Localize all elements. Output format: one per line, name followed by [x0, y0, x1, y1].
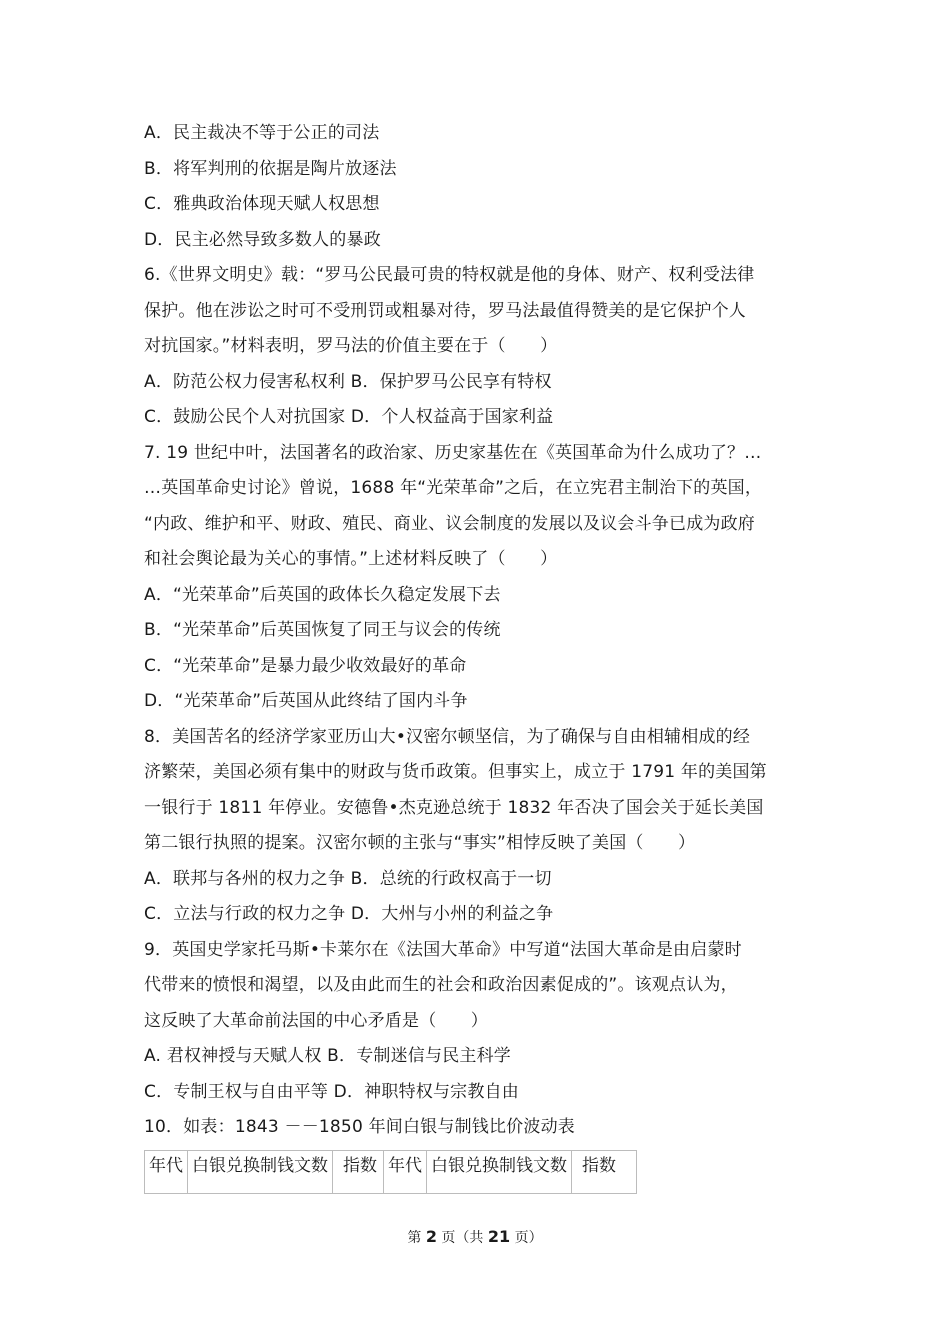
question-6-line-2: 保护。他在涉讼之时可不受刑罚或粗暴对待，罗马法最值得赞美的是它保护个人: [144, 300, 746, 321]
table-header-cell: 白银兑换制钱文数: [188, 1150, 333, 1193]
footer-total-pages: 21: [487, 1227, 511, 1246]
question-9-line-3: 这反映了大革命前法国的中心矛盾是（ ）: [144, 1010, 488, 1031]
table-header-cell: 指数: [572, 1150, 637, 1193]
option-6cd: C．鼓励公民个人对抗国家 D．个人权益高于国家利益: [144, 407, 554, 427]
option-5d: D．民主必然导致多数人的暴政: [144, 229, 381, 250]
table-header-cell: 指数: [333, 1150, 384, 1193]
footer-prefix: 第: [407, 1230, 426, 1246]
footer-page-number: 2: [425, 1227, 437, 1246]
option-9ab: A. 君权神授与天赋人权 B．专制迷信与民主科学: [144, 1046, 512, 1066]
option-5b: B．将军判刑的依据是陶片放逐法: [144, 158, 397, 179]
option-6ab: A．防范公权力侵害私权利 B．保护罗马公民享有特权: [144, 371, 552, 392]
silver-copper-ratio-table: [144, 1150, 637, 1194]
footer-suffix: 页）: [510, 1230, 543, 1246]
document-page: [144, 116, 814, 1194]
option-7a: A．“光荣革命”后英国的政体长久稳定发展下去: [144, 584, 501, 605]
question-6-line-1: 6.《世界文明史》载：“罗马公民最可贵的特权就是他的身体、财产、权利受法律: [144, 265, 755, 285]
table-header-cell: 年代: [145, 1150, 188, 1193]
option-8ab: A．联邦与各州的权力之争 B．总统的行政权高于一切: [144, 868, 552, 889]
option-9cd: C．专制王权与自由平等 D．神职特权与宗教自由: [144, 1081, 519, 1102]
question-8-line-2: 济繁荣，美国必须有集中的财政与货币政策。但事实上，成立于 1791 年的美国第: [144, 762, 767, 782]
footer-middle: 页（共: [436, 1230, 488, 1246]
question-6-line-3: 对抗国家。”材料表明，罗马法的价值主要在于（ ）: [144, 336, 558, 356]
question-7-line-4: 和社会舆论最为关心的事情。”上述材料反映了（ ）: [144, 549, 558, 569]
question-7-line-1: 7. 19 世纪中叶，法国著名的政治家、历史家基佐在《英国革命为什么成功了？…: [144, 442, 762, 463]
table-header-row: [145, 1150, 637, 1193]
option-5c: C．雅典政治体现天赋人权思想: [144, 194, 380, 214]
option-7d: D．“光荣革命”后英国从此终结了国内斗争: [144, 691, 468, 711]
option-7c: C．“光荣革命”是暴力最少收效最好的革命: [144, 655, 467, 676]
table-header-cell: 白银兑换制钱文数: [427, 1150, 572, 1193]
question-8-line-4: 第二银行执照的提案。汉密尔顿的主张与“事实”相悖反映了美国（ ）: [144, 833, 696, 853]
option-5a: A．民主裁决不等于公正的司法: [144, 123, 380, 143]
question-8-line-3: 一银行于 1811 年停业。安德鲁•杰克逊总统于 1832 年否决了国会关于延长美国: [144, 797, 764, 818]
question-7-line-3: “内政、维护和平、财政、殖民、商业、议会制度的发展以及议会斗争已成为政府: [144, 513, 756, 534]
page-footer: [0, 1227, 950, 1247]
table-header-cell: 年代: [384, 1150, 427, 1193]
question-10-title: 10．如表：1843 －－1850 年间白银与制钱比价波动表: [144, 1117, 575, 1137]
option-8cd: C．立法与行政的权力之争 D．大州与小州的利益之争: [144, 904, 554, 924]
question-8-line-1: 8．美国苦名的经济学家亚历山大•汉密尔顿坚信，为了确保与自由相辅相成的经: [144, 726, 751, 747]
question-7-line-2: …英国革命史讨论》曾说，1688 年“光荣革命”之后，在立宪君主制治下的英国，: [144, 478, 763, 498]
option-7b: B．“光荣革命”后英国恢复了同王与议会的传统: [144, 620, 501, 640]
question-9-line-1: 9．英国史学家托马斯•卡莱尔在《法国大革命》中写道“法国大革命是由启蒙时: [144, 939, 742, 960]
question-9-line-2: 代带来的愤恨和渴望，以及由此而生的社会和政治因素促成的”。该观点认为，: [144, 975, 738, 995]
